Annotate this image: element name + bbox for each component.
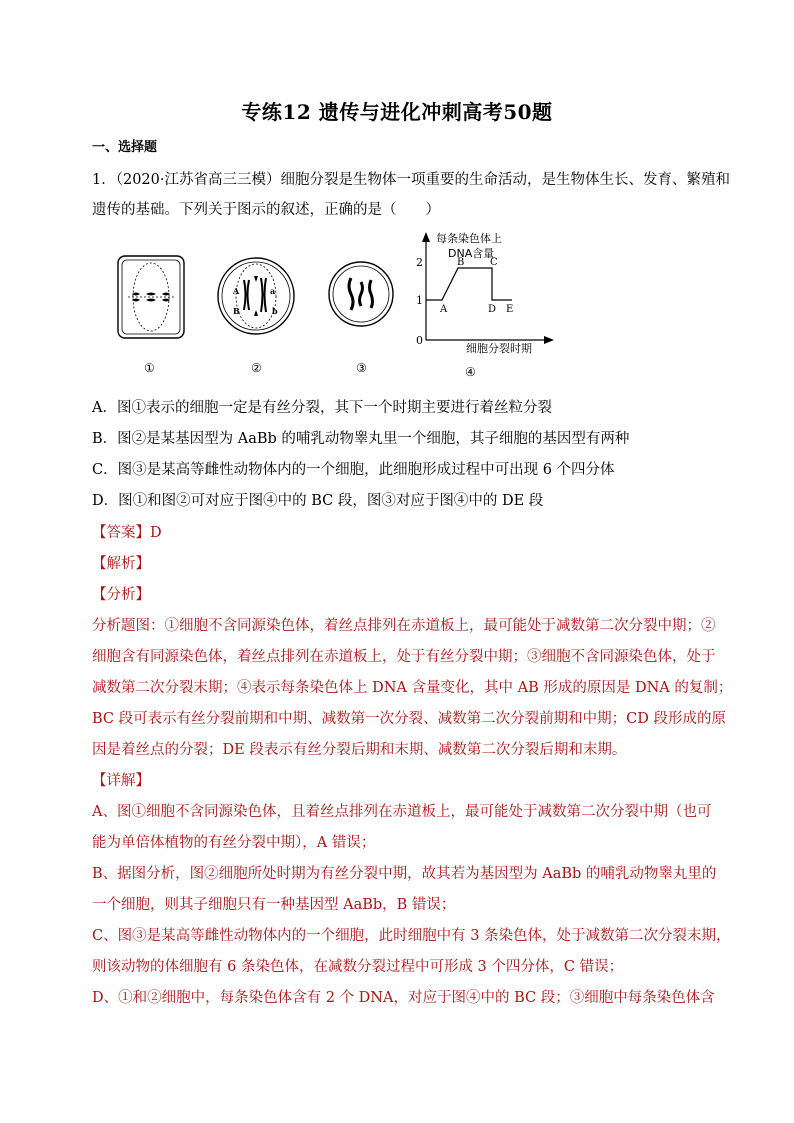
detail-line-5: C、图③是某高等雌性动物体内的一个细胞，此时细胞中有 3 条染色体，处于减数第二次分裂末期， [92, 928, 731, 944]
answer: 【答案】D [92, 525, 162, 541]
option-d: D．图①和图②可对应于图④中的 BC 段，图③对应于图④中的 DE 段 [92, 493, 544, 509]
gene-label-B: B [233, 306, 240, 316]
cell-3-diagram [329, 262, 393, 326]
section-heading: 一、选择题 [92, 140, 158, 155]
detail-line-6: 则该动物的体细胞有 6 条染色体，在减数分裂过程中可形成 3 个四分体，C 错误； [92, 959, 624, 975]
analysis-line-1: 分析题图：①细胞不含同源染色体，着丝点排列在赤道板上，最可能处于减数第二次分裂中期；② [92, 618, 716, 634]
analysis-line-4: BC 段可表示有丝分裂前期和中期、减数第一次分裂、减数第二次分裂前期和中期；CD 段形成的原 [92, 711, 726, 727]
option-a: A．图①表示的细胞一定是有丝分裂，其下一个时期主要进行着丝粒分裂 [92, 400, 552, 416]
detail-line-4: 一个细胞，则其子细胞只有一种基因型 AaBb，B 错误； [92, 897, 456, 913]
graph-ytick-2: 2 [416, 256, 423, 269]
analysis-line-5: 因是着丝点的分裂；DE 段表示有丝分裂后期和末期、减数第二次分裂后期和末期。 [92, 742, 627, 758]
detail-line-1: A、图①细胞不含同源染色体，且着丝点排列在赤道板上，最可能处于减数第二次分裂中期（也可 [92, 804, 712, 820]
option-c: C．图③是某高等雌性动物体内的一个细胞，此细胞形成过程中可出现 6 个四分体 [92, 462, 615, 478]
jiexi-heading: 【解析】 [92, 556, 150, 572]
question-stem-line-1: 1．（2020·江苏省高三三模）细胞分裂是生物体一项重要的生命活动，是生物体生长、发育、繁殖和 [92, 172, 730, 188]
graph-point-A: A [440, 304, 448, 315]
gene-label-b: b [272, 306, 278, 316]
analysis-line-3: 减数第二次分裂末期；④表示每条染色体上 DNA 含量变化，其中 AB 形成的原因是 DNA 的复制； [92, 680, 733, 696]
fenxi-heading: 【分析】 [92, 587, 150, 603]
question-stem-line-2: 遗传的基础。下列关于图示的叙述，正确的是（ ） [92, 202, 440, 218]
graph-ylabel-2: DNA含量 [448, 247, 495, 260]
graph-point-B: B [457, 257, 465, 268]
graph-xlabel: 细胞分裂时期 [466, 342, 532, 355]
figure-label-4: ④ [465, 365, 476, 378]
graph-ytick-1: 1 [416, 294, 423, 307]
graph-point-C: C [490, 257, 498, 268]
detail-line-2: 能为单倍体植物的有丝分裂中期），A 错误； [92, 835, 376, 851]
gene-label-A: A [233, 286, 240, 296]
figure-label-2: ② [251, 361, 262, 375]
graph-point-E: E [506, 304, 514, 315]
graph-ylabel-1: 每条染色体上 [436, 232, 502, 245]
xiangjie-heading: 【详解】 [92, 773, 150, 789]
figure-label-1: ① [144, 361, 155, 375]
analysis-line-2: 细胞含有同源染色体，着丝点排列在赤道板上，处于有丝分裂中期；③细胞不含同源染色体，处于 [92, 649, 716, 665]
page-title: 专练12 遗传与进化冲刺高考50题 [241, 100, 553, 124]
gene-label-a: a [270, 286, 276, 296]
graph-ytick-0: 0 [416, 334, 423, 347]
cell-2-diagram [218, 258, 294, 334]
cell-1-diagram [118, 256, 184, 338]
graph-point-D: D [488, 304, 497, 315]
figure-label-3: ③ [356, 361, 367, 375]
detail-line-3: B、据图分析，图②细胞所处时期为有丝分裂中期，故其若为基因型为 AaBb 的哺乳动物睾丸里的 [92, 866, 717, 882]
question-figure [108, 228, 568, 378]
detail-line-7: D、①和②细胞中，每条染色体含有 2 个 DNA，对应于图④中的 BC 段；③细胞中每条染色体含 [92, 990, 715, 1006]
option-b: B．图②是某基因型为 AaBb 的哺乳动物睾丸里一个细胞，其子细胞的基因型有两种 [92, 431, 630, 447]
dna-content-graph [416, 231, 554, 355]
